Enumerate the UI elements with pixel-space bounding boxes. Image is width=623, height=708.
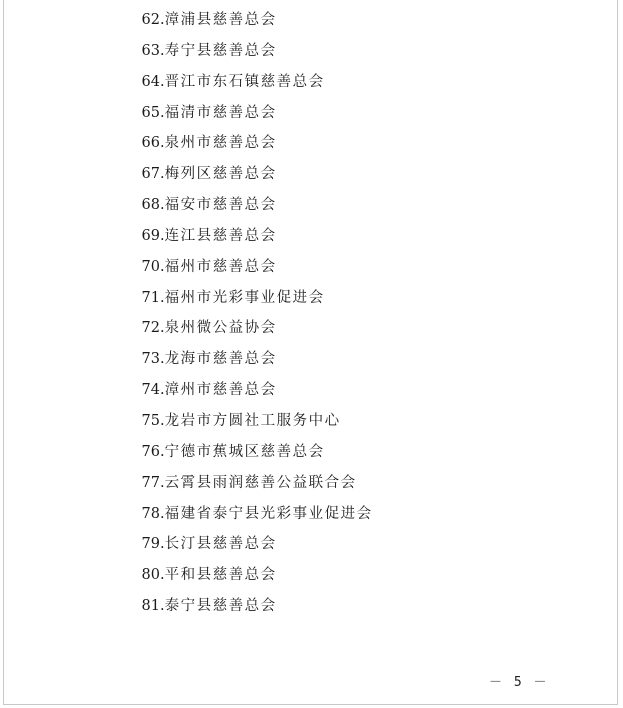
item-separator: . (160, 351, 165, 368)
organization-name: 福州市慈善总会 (164, 258, 277, 275)
item-separator: . (160, 104, 165, 121)
organization-name: 寿宁县慈善总会 (164, 42, 277, 59)
list-item (134, 98, 373, 129)
organization-name: 福州市光彩事业促进会 (164, 289, 325, 306)
page-number: － 5 － (489, 675, 549, 690)
item-separator: . (160, 258, 165, 275)
item-separator: . (160, 227, 165, 244)
list-item (134, 190, 373, 221)
item-number: 71 (141, 289, 160, 306)
organization-name: 泰宁县慈善总会 (164, 598, 277, 615)
item-number: 79 (141, 536, 160, 553)
list-item (134, 375, 373, 406)
document-page (3, 0, 618, 705)
list-item (134, 128, 373, 159)
item-number: 73 (141, 351, 160, 368)
organization-name: 福安市慈善总会 (164, 197, 277, 214)
list-item (134, 437, 373, 468)
item-number: 68 (141, 197, 160, 214)
item-separator: . (160, 12, 165, 28)
list-item (134, 221, 373, 252)
item-separator: . (160, 443, 165, 460)
list-item (134, 468, 373, 499)
item-separator: . (160, 320, 165, 337)
list-item (134, 5, 373, 36)
item-number: 64 (141, 73, 160, 90)
organization-name: 福清市慈善总会 (164, 104, 277, 121)
organization-name: 泉州微公益协会 (164, 320, 277, 337)
list-item (134, 313, 373, 344)
organization-name: 泉州市慈善总会 (164, 135, 277, 152)
item-number: 74 (141, 382, 160, 399)
item-separator: . (160, 474, 165, 491)
item-number: 75 (141, 412, 160, 429)
organization-list (134, 5, 373, 622)
item-separator: . (160, 412, 165, 429)
item-number: 70 (141, 258, 160, 275)
item-separator: . (160, 197, 165, 214)
item-number: 76 (141, 443, 160, 460)
organization-name: 连江县慈善总会 (164, 227, 277, 244)
list-item (134, 159, 373, 190)
organization-name: 宁德市蕉城区慈善总会 (164, 443, 325, 460)
item-number: 66 (141, 135, 160, 152)
organization-name: 龙岩市方圆社工服务中心 (164, 412, 341, 429)
item-separator: . (160, 505, 165, 522)
list-item (134, 344, 373, 375)
list-item (134, 560, 373, 591)
organization-name: 漳浦县慈善总会 (164, 12, 277, 28)
organization-name: 龙海市慈善总会 (164, 351, 277, 368)
list-item (134, 529, 373, 560)
item-number: 63 (141, 42, 160, 59)
item-number: 62 (141, 12, 160, 28)
list-item (134, 283, 373, 314)
list-item (134, 252, 373, 283)
item-number: 81 (141, 598, 160, 615)
item-number: 80 (141, 567, 160, 584)
item-number: 67 (141, 166, 160, 183)
item-number: 78 (141, 505, 160, 522)
item-separator: . (160, 536, 165, 553)
list-item (134, 591, 373, 622)
item-number: 69 (141, 227, 160, 244)
organization-name: 漳州市慈善总会 (164, 382, 277, 399)
organization-name: 云霄县雨润慈善公益联合会 (164, 474, 357, 491)
organization-name: 梅列区慈善总会 (164, 166, 277, 183)
organization-name: 晋江市东石镇慈善总会 (164, 73, 325, 90)
organization-name: 福建省泰宁县光彩事业促进会 (164, 505, 373, 522)
item-separator: . (160, 598, 165, 615)
list-item (134, 36, 373, 67)
organization-name: 长汀县慈善总会 (164, 536, 277, 553)
list-item (134, 499, 373, 530)
item-number: 72 (141, 320, 160, 337)
item-separator: . (160, 73, 165, 90)
list-item (134, 406, 373, 437)
organization-name: 平和县慈善总会 (164, 567, 277, 584)
item-separator: . (160, 289, 165, 306)
item-number: 65 (141, 104, 160, 121)
item-number: 77 (141, 474, 160, 491)
item-separator: . (160, 135, 165, 152)
item-separator: . (160, 382, 165, 399)
item-separator: . (160, 42, 165, 59)
item-separator: . (160, 166, 165, 183)
list-item (134, 67, 373, 98)
item-separator: . (160, 567, 165, 584)
